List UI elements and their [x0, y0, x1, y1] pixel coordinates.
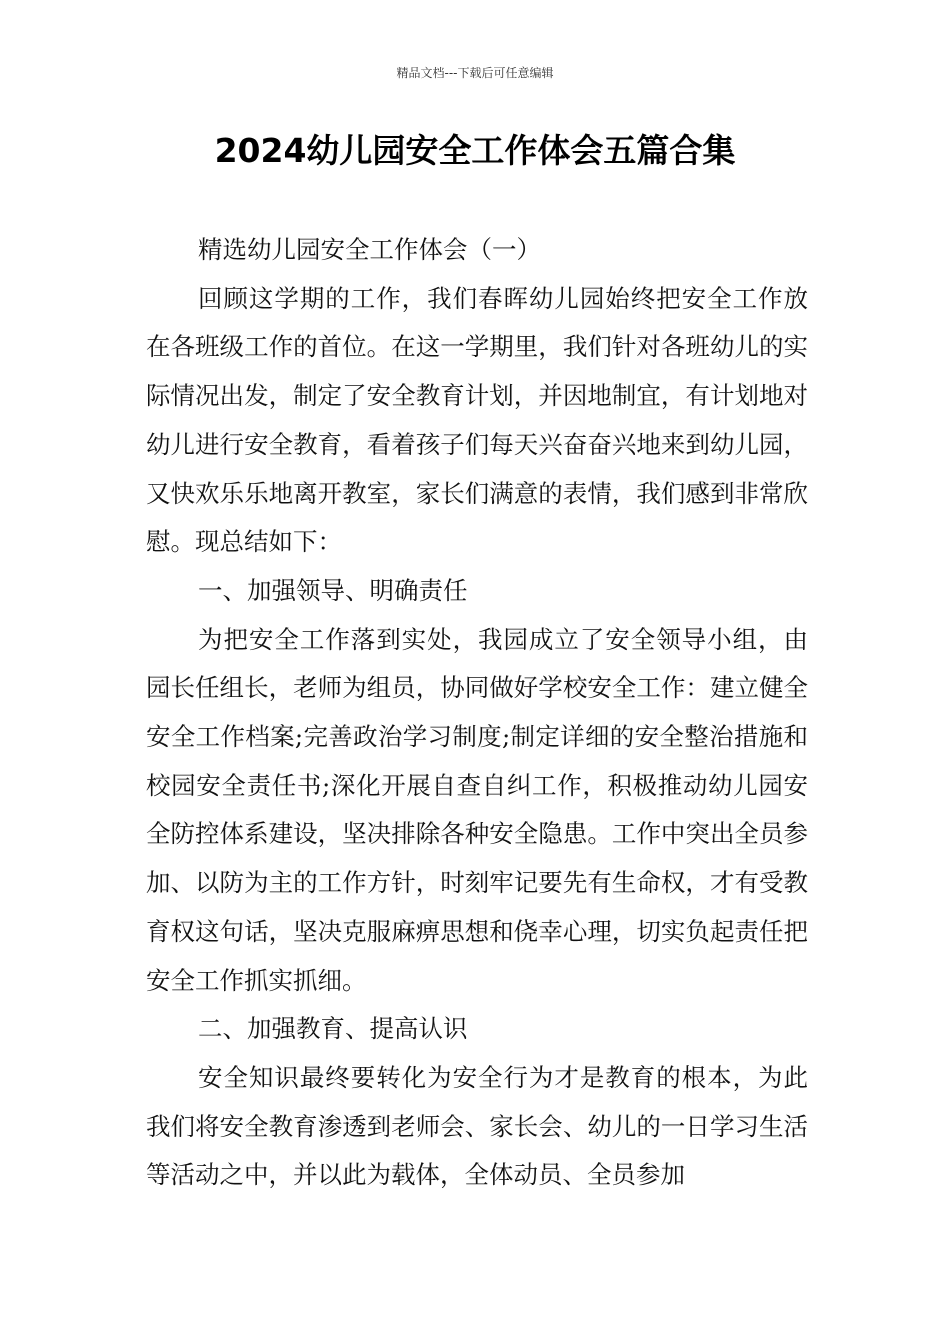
document-body: [146, 226, 808, 1200]
paragraph-education: 安全知识最终要转化为安全行为才是教育的根本，为此我们将安全教育渗透到老师会、家长会、幼儿的一日学习生活等活动之中，并以此为载体，全体动员、全员参加: [146, 1062, 808, 1190]
subheading-2: 二、加强教育、提高认识: [198, 1014, 468, 1044]
paragraph-leadership: 为把安全工作落到实处，我园成立了安全领导小组，由园长任组长，老师为组员，协同做好学校安全工作：建立健全安全工作档案;完善政治学习制度;制定详细的安全整治措施和校园安全责任书;深化开展自查自纠工作，积极推动幼儿园安全防控体系建设，坚决排除各种安全隐患。工作中突出全员参加、以防为主的工作方针，时刻牢记要先有生命权，才有受教育权这句话，坚决克服麻痹思想和侥幸心理，切实负起责任把安全工作抓实抓细。: [146, 624, 808, 995]
document-title: 2024幼儿园安全工作体会五篇合集: [214, 131, 736, 170]
subheading-1: 一、加强领导、明确责任: [198, 575, 468, 605]
header-note: 精品文档---下载后可任意编辑: [396, 66, 554, 80]
paragraph-intro: 回顾这学期的工作，我们春晖幼儿园始终把安全工作放在各班级工作的首位。在这一学期里，我们针对各班幼儿的实际情况出发，制定了安全教育计划，并因地制宜，有计划地对幼儿进行安全教育，看着孩子们每天兴奋奋兴地来到幼儿园，又快欢乐乐地离开教室，家长们满意的表情，我们感到非常欣慰。现总结如下：: [146, 283, 808, 557]
section-heading-1: 精选幼儿园安全工作体会（一）: [198, 235, 541, 264]
